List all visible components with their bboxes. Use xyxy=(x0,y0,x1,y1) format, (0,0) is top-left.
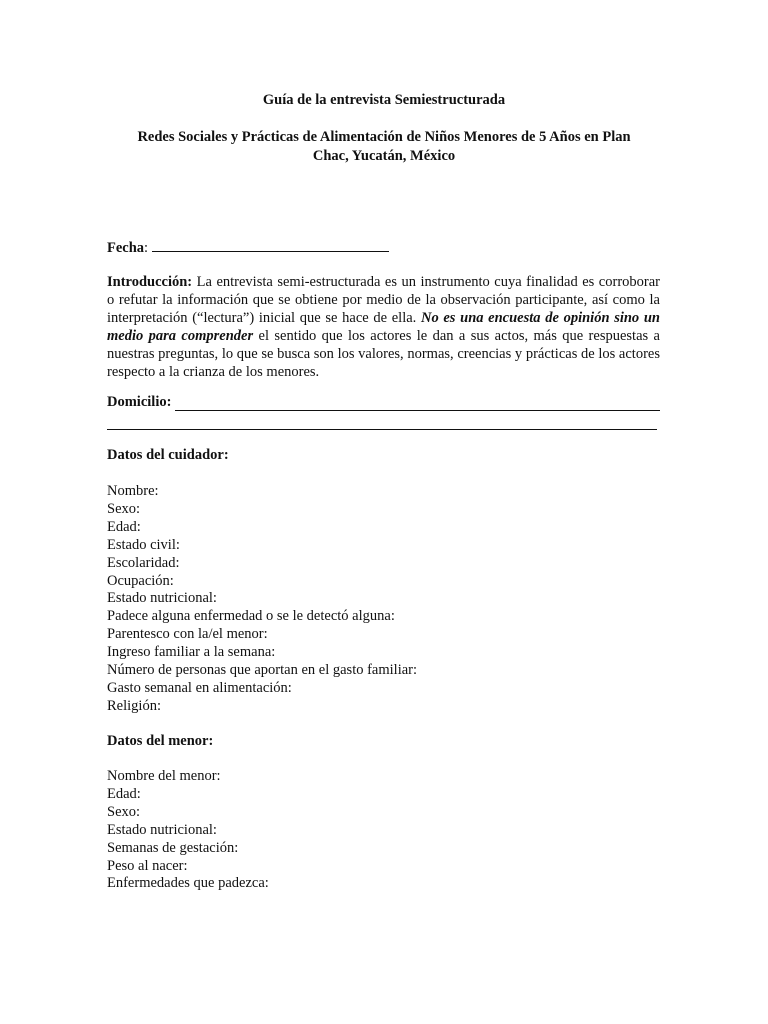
list-item: Estado nutricional: xyxy=(107,590,217,607)
cuidador-field-list xyxy=(107,483,417,716)
domicilio-blank-line xyxy=(175,396,660,411)
fecha-colon: : xyxy=(144,240,149,256)
document-subtitle xyxy=(0,128,768,166)
list-item: Ingreso familiar a la semana: xyxy=(107,644,276,661)
subtitle-line-1: Redes Sociales y Prácticas de Alimentación de Niños Menores de 5 Años en Plan xyxy=(137,129,631,145)
list-item: Estado nutricional: xyxy=(107,821,217,838)
list-item: Religión: xyxy=(107,697,161,714)
list-item: Enfermedades que padezca: xyxy=(107,875,269,892)
fecha-field xyxy=(107,237,389,257)
intro-text-2: el sentido que los actores le dan a sus actos, más que respuestas a nuestras preguntas, lo que se busca son los valores, normas, creencias y prácticas de los actores respecto a la crianza de los menores. xyxy=(107,328,660,380)
list-item: Nombre del menor: xyxy=(107,768,221,784)
list-item: Parentesco con la/el menor: xyxy=(107,626,268,643)
list-item: Estado civil: xyxy=(107,536,180,553)
list-item: Padece alguna enfermedad o se le detectó alguna: xyxy=(107,608,395,625)
menor-heading: Datos del menor: xyxy=(107,733,214,749)
cuidador-heading: Datos del cuidador: xyxy=(107,447,229,463)
list-item: Sexo: xyxy=(107,500,141,517)
list-item: Sexo: xyxy=(107,803,141,820)
introduction-paragraph xyxy=(107,273,660,381)
domicilio-blank-line-2 xyxy=(107,415,657,430)
list-item: Peso al nacer: xyxy=(107,857,188,874)
document-title: Guía de la entrevista Semiestructurada xyxy=(262,92,506,108)
subtitle-line-2: Chac, Yucatán, México xyxy=(312,148,456,164)
fecha-label: Fecha xyxy=(107,240,145,256)
domicilio-row-1 xyxy=(107,394,660,411)
list-item: Edad: xyxy=(107,518,141,535)
domicilio-label: Domicilio: xyxy=(107,394,172,410)
intro-label: Introducción: xyxy=(107,274,193,290)
list-item: Escolaridad: xyxy=(107,554,180,571)
menor-field-list xyxy=(107,768,269,893)
fecha-blank-line xyxy=(152,237,389,252)
intro-text-1: La entrevista semi-estructurada es un instrumento cuya finalidad es corroborar o refutar la información que se obtiene por medio de la observación participante, así como la interpretación (“lectura”) inicial que se hace de ella. xyxy=(107,274,660,326)
list-item: Número de personas que aportan en el gasto familiar: xyxy=(107,662,418,679)
list-item: Nombre: xyxy=(107,483,159,499)
list-item: Gasto semanal en alimentación: xyxy=(107,679,292,696)
domicilio-field xyxy=(107,394,660,430)
list-item: Semanas de gestación: xyxy=(107,839,239,856)
intro-emphasis: No es una encuesta de opinión sino un medio para comprender xyxy=(107,310,660,344)
list-item: Edad: xyxy=(107,785,141,802)
list-item: Ocupación: xyxy=(107,572,174,589)
